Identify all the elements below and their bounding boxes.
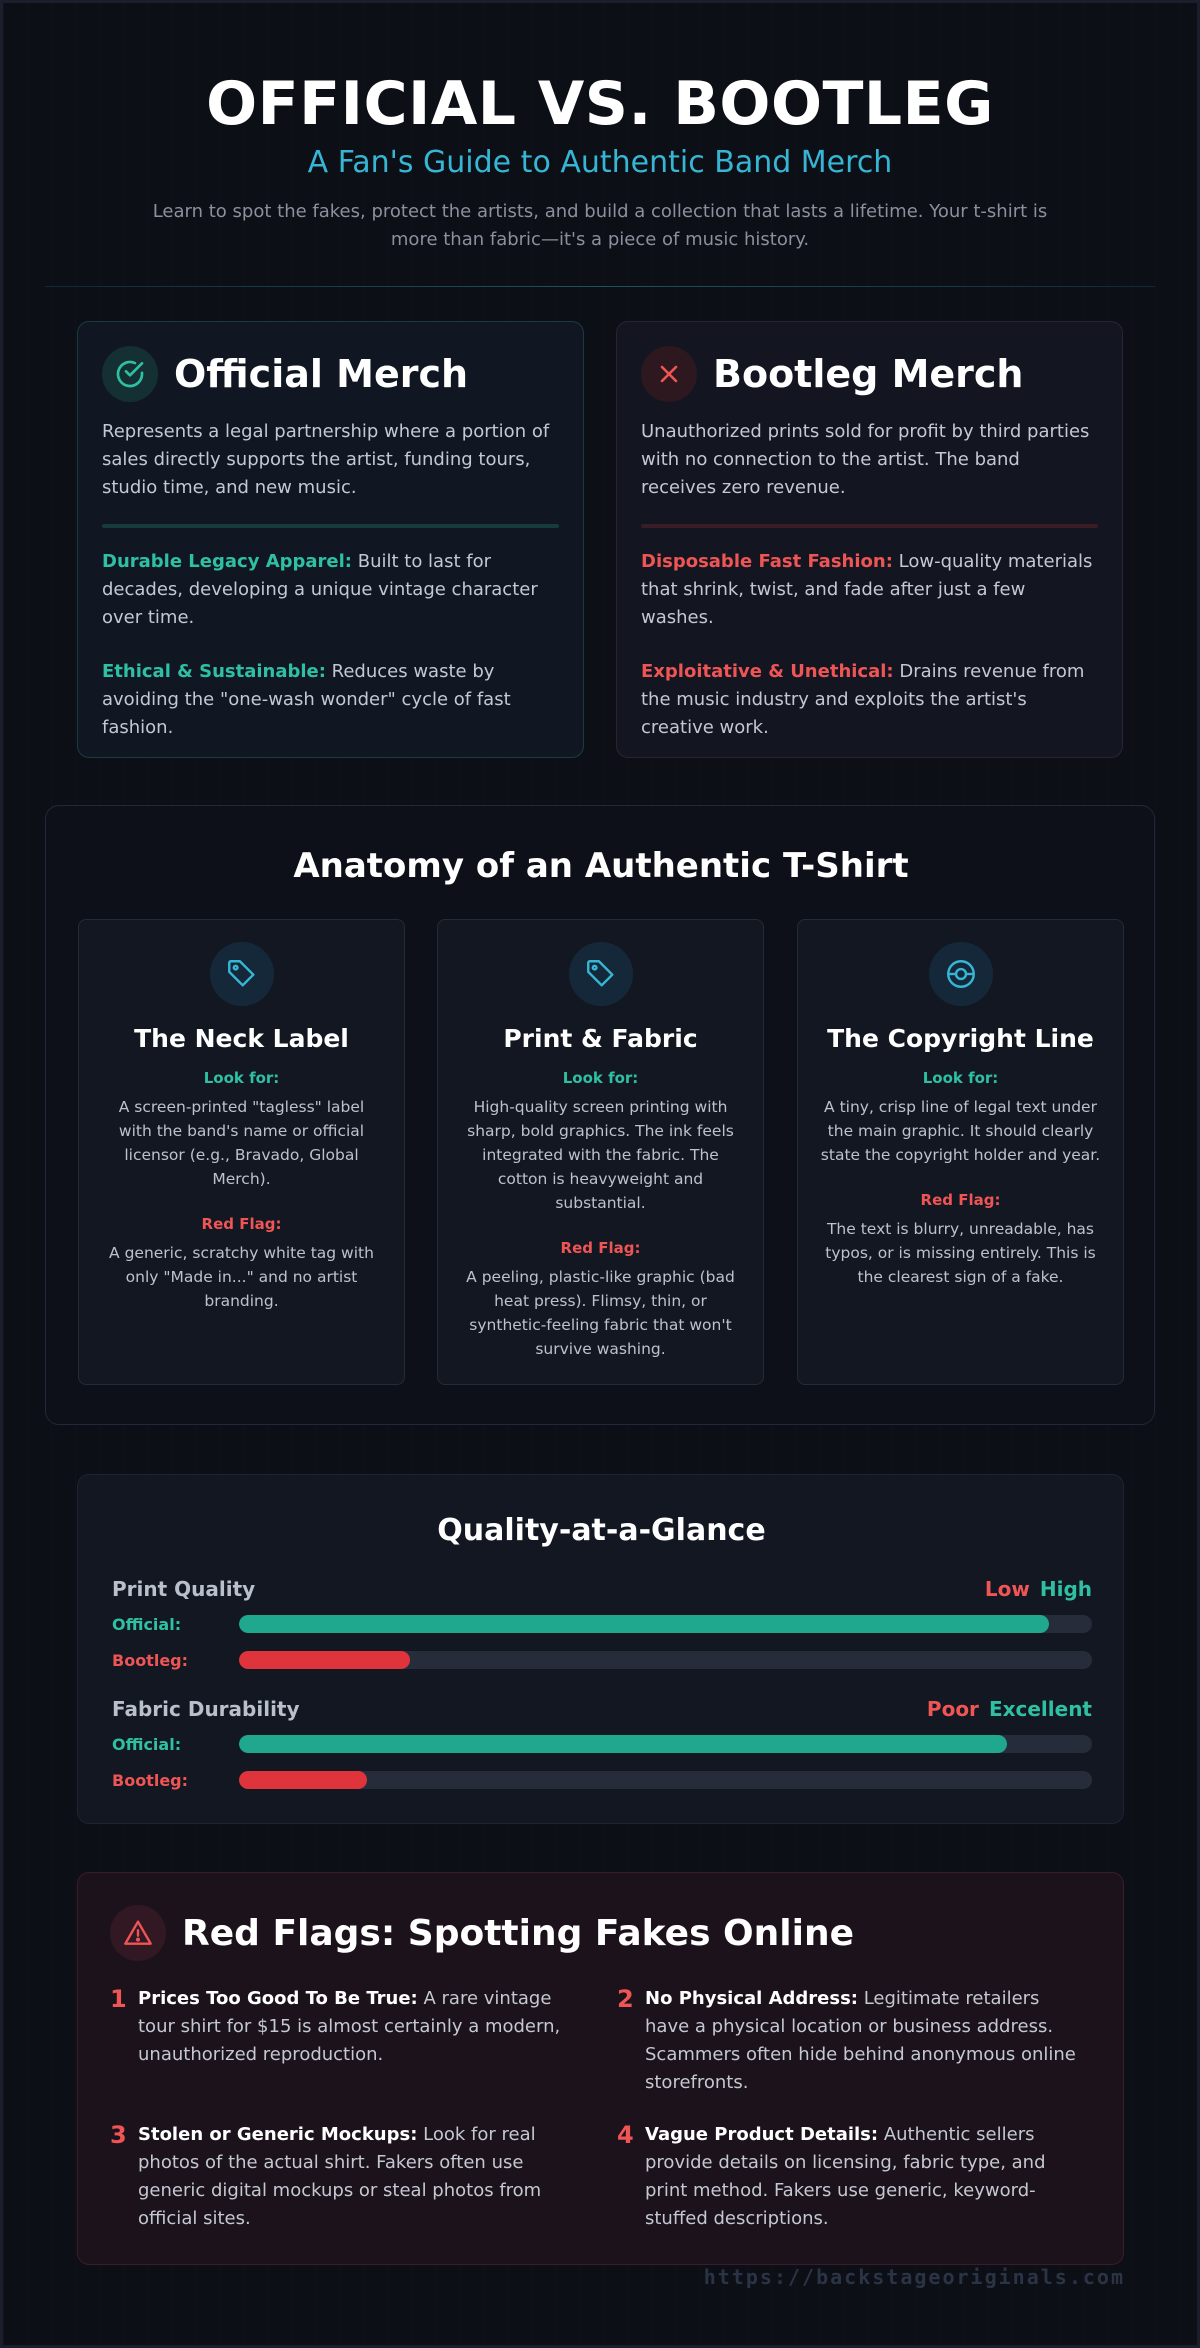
warning-triangle-icon [110, 1905, 166, 1961]
quality-metric-print [112, 1577, 1092, 1679]
bootleg-bar-row [112, 1643, 1092, 1679]
progress-track [239, 1771, 1092, 1789]
bootleg-description: Unauthorized prints sold for profit by third parties with no connection to the artist. The band receives zero revenue. [641, 421, 1090, 498]
quality-section [77, 1474, 1124, 1824]
bootleg-merch-card [616, 321, 1123, 758]
metric-scale: Low High [984, 1577, 1092, 1601]
red-flag-label: Red Flag: [560, 1239, 641, 1257]
look-for-label: Look for: [562, 1069, 639, 1087]
intro-text: Learn to spot the fakes, protect the artists, and build a collection that lasts a lifetime. Your t-shirt is more than fabric—it's a piece of music history. [152, 201, 1048, 250]
page-subtitle: A Fan's Guide to Authentic Band Merch [307, 145, 893, 180]
bootleg-point: Exploitative & Unethical: Drains revenue from the music industry and exploits the artist's creative work. [641, 661, 1085, 738]
official-description: Represents a legal partnership where a portion of sales directly supports the artist, funding tours, studio time, and new music. [102, 421, 550, 498]
red-flag-text: Vague Product Details: Authentic sellers provide details on licensing, fabric type, and print method. Fakers use generic, keyword-stuffed descriptions. [645, 2124, 1046, 2229]
red-flag-number: 2 [617, 1985, 634, 2013]
official-point: Durable Legacy Apparel: Built to last for decades, developing a unique vintage character over time. [102, 551, 538, 628]
header-divider [45, 286, 1155, 287]
bootleg-bar-label: Bootleg: [112, 1651, 189, 1670]
red-flag-item [617, 1985, 1077, 2097]
x-mark-icon [641, 346, 697, 402]
red-flag-text: A generic, scratchy white tag with only "Made in..." and no artist branding. [109, 1244, 374, 1310]
footer-url[interactable]: https://backstageoriginals.com [703, 2265, 1125, 2289]
metric-label: Print Quality [112, 1577, 256, 1601]
quality-metric-fabric [112, 1697, 1092, 1799]
official-bar-label: Official: [112, 1735, 182, 1754]
red-flags-section [77, 1872, 1124, 2265]
tag-icon [210, 942, 274, 1006]
red-flag-number: 4 [617, 2121, 634, 2149]
bootleg-bar-label: Bootleg: [112, 1771, 189, 1790]
bootleg-progress-fill [239, 1651, 410, 1669]
bootleg-progress-fill [239, 1771, 367, 1789]
infographic [3, 3, 1197, 2345]
red-flag-number: 3 [110, 2121, 127, 2149]
anatomy-card-title: The Copyright Line [827, 1024, 1094, 1053]
anatomy-card-title: Print & Fabric [503, 1024, 698, 1053]
red-flag-label: Red Flag: [201, 1215, 282, 1233]
red-flag-text: The text is blurry, unreadable, has typos, or is missing entirely. This is the clearest sign of a fake. [825, 1220, 1096, 1286]
official-bar-row [112, 1727, 1092, 1763]
bootleg-point: Disposable Fast Fashion: Low-quality materials that shrink, twist, and fade after just a few washes. [641, 551, 1093, 628]
bootleg-bar-row [112, 1763, 1092, 1799]
tag-icon [569, 942, 633, 1006]
bootleg-title: Bootleg Merch [713, 352, 1024, 396]
official-bar-row [112, 1607, 1092, 1643]
quality-title: Quality-at-a-Glance [437, 1513, 766, 1548]
official-progress-fill [239, 1615, 1049, 1633]
official-title: Official Merch [174, 352, 469, 396]
red-flag-item [110, 2121, 570, 2233]
red-flag-text: Prices Too Good To Be True: A rare vintage tour shirt for $15 is almost certainly a modern, unauthorized reproduction. [138, 1988, 561, 2065]
look-for-label: Look for: [203, 1069, 280, 1087]
official-progress-fill [239, 1735, 1007, 1753]
progress-track [239, 1615, 1092, 1633]
look-for-label: Look for: [922, 1069, 999, 1087]
check-circle-icon [102, 346, 158, 402]
official-bar-label: Official: [112, 1615, 182, 1634]
bootleg-divider [641, 524, 1098, 528]
look-for-text: A tiny, crisp line of legal text under the main graphic. It should clearly state the copyright holder and year. [820, 1098, 1101, 1164]
anatomy-card-neck-label [78, 919, 405, 1385]
anatomy-card-print-fabric [437, 919, 764, 1385]
progress-track [239, 1651, 1092, 1669]
anatomy-title: Anatomy of an Authentic T-Shirt [293, 846, 909, 886]
official-divider [102, 524, 559, 528]
red-flag-item [110, 1985, 570, 2069]
red-flag-item [617, 2121, 1077, 2233]
metric-scale: Poor Excellent [926, 1697, 1092, 1721]
page-title: OFFICIAL VS. BOOTLEG [206, 69, 994, 139]
red-flag-text: A peeling, plastic-like graphic (bad heat press). Flimsy, thin, or synthetic-feeling fabric that won't survive washing. [466, 1268, 735, 1358]
official-point: Ethical & Sustainable: Reduces waste by avoiding the "one-wash wonder" cycle of fast fashion. [102, 661, 511, 738]
red-flag-text: Stolen or Generic Mockups: Look for real photos of the actual shirt. Fakers often use generic digital mockups or steal photos from official sites. [138, 2124, 542, 2229]
progress-track [239, 1735, 1092, 1753]
anatomy-section [45, 805, 1155, 1425]
red-flags-title: Red Flags: Spotting Fakes Online [182, 1912, 854, 1954]
look-for-text: A screen-printed "tagless" label with the band's name or official licensor (e.g., Bravado, Global Merch). [118, 1098, 365, 1188]
look-for-text: High-quality screen printing with sharp, bold graphics. The ink feels integrated with the fabric. The cotton is heavyweight and substantial. [467, 1098, 734, 1212]
anatomy-card-copyright-line [797, 919, 1124, 1385]
metric-label: Fabric Durability [112, 1697, 300, 1721]
official-merch-card [77, 321, 584, 758]
red-flag-label: Red Flag: [920, 1191, 1001, 1209]
copyright-icon [929, 942, 993, 1006]
anatomy-card-title: The Neck Label [134, 1024, 349, 1053]
red-flag-text: No Physical Address: Legitimate retailers have a physical location or business address. Scammers often hide behind anonymous online storefronts. [645, 1988, 1076, 2093]
red-flag-number: 1 [110, 1985, 127, 2013]
